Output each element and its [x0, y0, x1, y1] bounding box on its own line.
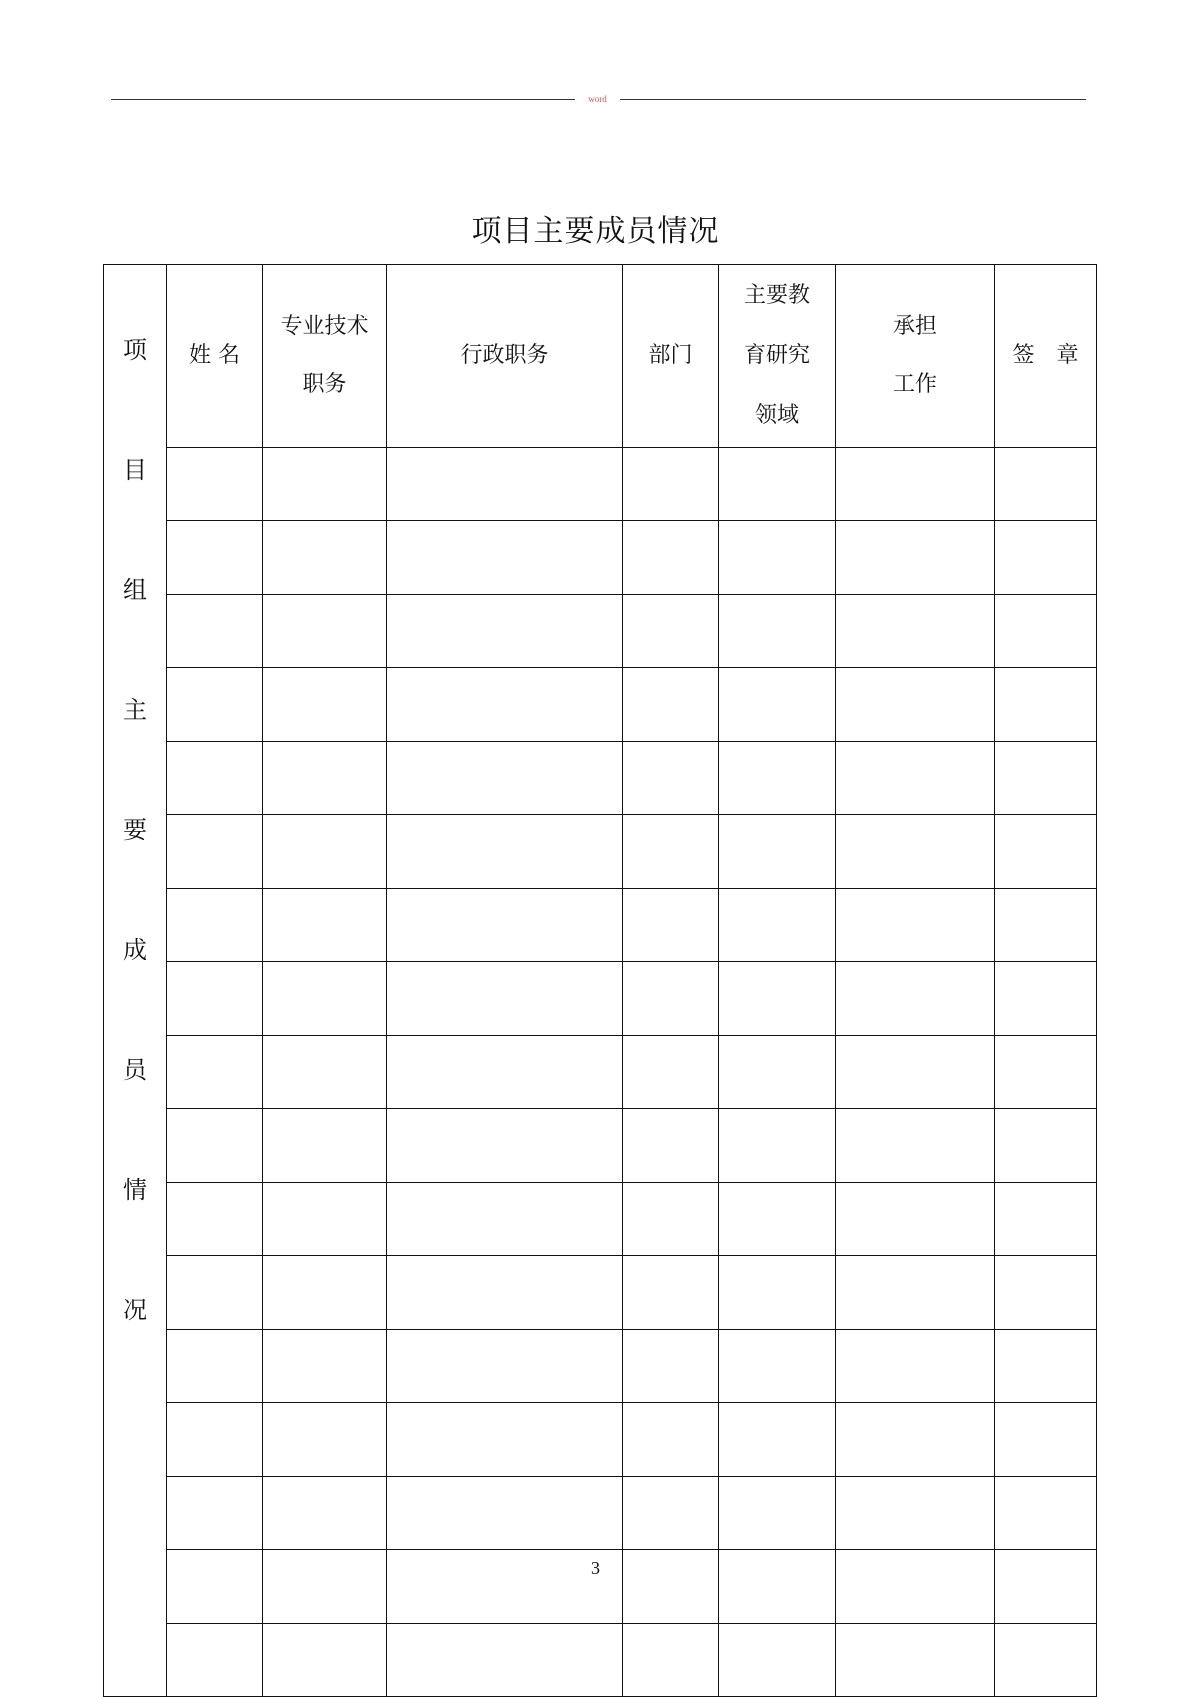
side-label-char: 组 — [123, 576, 147, 604]
table-row — [104, 1403, 1097, 1476]
table-cell[interactable] — [387, 1403, 623, 1476]
table-cell[interactable] — [167, 1329, 263, 1402]
table-cell[interactable] — [719, 1403, 836, 1476]
table-cell[interactable] — [995, 668, 1097, 741]
table-cell[interactable] — [167, 448, 263, 521]
table-cell[interactable] — [387, 815, 623, 888]
header-research-area — [719, 265, 836, 448]
table-cell[interactable] — [623, 1329, 719, 1402]
table-cell[interactable] — [623, 594, 719, 667]
table-cell[interactable] — [836, 962, 995, 1035]
table-cell[interactable] — [623, 521, 719, 594]
table-cell[interactable] — [167, 1403, 263, 1476]
side-label-char: 情 — [123, 1176, 147, 1204]
table-cell[interactable] — [387, 668, 623, 741]
table-cell[interactable] — [719, 962, 836, 1035]
header-work-line: 承担 — [892, 314, 937, 339]
table-row — [104, 1035, 1097, 1108]
table-cell[interactable] — [719, 448, 836, 521]
table-cell[interactable] — [387, 1109, 623, 1182]
table-cell[interactable] — [623, 448, 719, 521]
table-cell[interactable] — [387, 1329, 623, 1402]
table-cell[interactable] — [719, 1476, 836, 1549]
table-cell[interactable] — [995, 1035, 1097, 1108]
side-label-char: 况 — [123, 1296, 147, 1324]
table-cell[interactable] — [623, 1035, 719, 1108]
table-cell[interactable] — [263, 962, 387, 1035]
header-department: 部门 — [623, 265, 719, 448]
header-name: 姓 名 — [167, 265, 263, 448]
table-cell[interactable] — [263, 1182, 387, 1255]
side-label-char: 目 — [123, 456, 147, 484]
table-cell[interactable] — [263, 888, 387, 961]
table-cell[interactable] — [623, 1403, 719, 1476]
table-cell[interactable] — [836, 521, 995, 594]
table-cell[interactable] — [263, 1256, 387, 1329]
table-cell[interactable] — [623, 962, 719, 1035]
table-cell[interactable] — [836, 815, 995, 888]
table-row — [104, 1256, 1097, 1329]
header-tech-title — [263, 265, 387, 448]
table-cell[interactable] — [167, 521, 263, 594]
table-cell[interactable] — [719, 1035, 836, 1108]
table-cell[interactable] — [387, 962, 623, 1035]
table-cell[interactable] — [167, 1109, 263, 1182]
table-cell[interactable] — [387, 1256, 623, 1329]
table-cell[interactable] — [623, 741, 719, 814]
table-cell[interactable] — [387, 1035, 623, 1108]
table-cell[interactable] — [995, 521, 1097, 594]
table-cell[interactable] — [836, 1476, 995, 1549]
table-row — [104, 962, 1097, 1035]
table-cell[interactable] — [263, 1623, 387, 1696]
table-cell[interactable] — [167, 668, 263, 741]
table-cell[interactable] — [263, 521, 387, 594]
table-cell[interactable] — [263, 1403, 387, 1476]
table-cell[interactable] — [836, 1403, 995, 1476]
table-row — [104, 1476, 1097, 1549]
table-cell[interactable] — [995, 448, 1097, 521]
table-cell[interactable] — [387, 888, 623, 961]
table-cell[interactable] — [836, 448, 995, 521]
table-cell[interactable] — [719, 668, 836, 741]
table-cell[interactable] — [623, 1623, 719, 1696]
table-cell[interactable] — [263, 815, 387, 888]
table-cell[interactable] — [387, 521, 623, 594]
table-cell[interactable] — [995, 888, 1097, 961]
table-cell[interactable] — [995, 1256, 1097, 1329]
table-cell[interactable] — [719, 1182, 836, 1255]
table-cell[interactable] — [995, 1109, 1097, 1182]
header-admin-title: 行政职务 — [387, 265, 623, 448]
table-cell[interactable] — [836, 888, 995, 961]
table-cell[interactable] — [263, 741, 387, 814]
table-cell[interactable] — [836, 1256, 995, 1329]
side-label-char: 员 — [123, 1056, 147, 1084]
table-cell[interactable] — [623, 888, 719, 961]
table-cell[interactable] — [995, 741, 1097, 814]
page-number: 3 — [591, 1558, 600, 1578]
table-cell[interactable] — [263, 668, 387, 741]
table-cell[interactable] — [387, 594, 623, 667]
header-work-line: 工作 — [892, 372, 937, 397]
table-cell[interactable] — [387, 741, 623, 814]
header-research-area-line: 育研究 — [743, 343, 810, 368]
table-cell[interactable] — [623, 815, 719, 888]
table-row — [104, 1182, 1097, 1255]
table-cell[interactable] — [995, 1403, 1097, 1476]
table-cell[interactable] — [167, 741, 263, 814]
table-row — [104, 1109, 1097, 1182]
table-cell[interactable] — [623, 668, 719, 741]
table-cell[interactable] — [167, 1256, 263, 1329]
table-cell[interactable] — [263, 1109, 387, 1182]
page-title: 项目主要成员情况 — [471, 214, 720, 249]
table-cell[interactable] — [995, 1476, 1097, 1549]
table-cell[interactable] — [167, 815, 263, 888]
table-cell[interactable] — [263, 594, 387, 667]
table-row — [104, 741, 1097, 814]
table-cell[interactable] — [836, 594, 995, 667]
table-cell[interactable] — [719, 741, 836, 814]
table-row — [104, 448, 1097, 521]
table-row — [104, 668, 1097, 741]
table-row — [104, 815, 1097, 888]
table-cell[interactable] — [167, 962, 263, 1035]
header-work — [836, 265, 995, 448]
table-cell[interactable] — [836, 1182, 995, 1255]
members-table — [103, 264, 1097, 1697]
table-cell[interactable] — [719, 1329, 836, 1402]
table-cell[interactable] — [995, 1329, 1097, 1402]
table-cell[interactable] — [836, 1109, 995, 1182]
table-row — [104, 888, 1097, 961]
table-row — [104, 594, 1097, 667]
table-cell[interactable] — [167, 888, 263, 961]
header-research-area-line: 主要教 — [743, 283, 810, 308]
table-cell[interactable] — [995, 594, 1097, 667]
table-cell[interactable] — [623, 1476, 719, 1549]
table-row — [104, 1329, 1097, 1402]
table-cell[interactable] — [836, 741, 995, 814]
side-label-char: 成 — [123, 936, 147, 964]
table-cell[interactable] — [263, 448, 387, 521]
table-row — [104, 521, 1097, 594]
table-cell[interactable] — [719, 1109, 836, 1182]
table-cell[interactable] — [167, 1182, 263, 1255]
table-cell[interactable] — [719, 1623, 836, 1696]
table-cell[interactable] — [719, 815, 836, 888]
table-cell[interactable] — [263, 1329, 387, 1402]
table-cell[interactable] — [995, 1623, 1097, 1696]
table-cell[interactable] — [836, 1329, 995, 1402]
table-cell[interactable] — [719, 594, 836, 667]
header-tech-title-line: 专业技术 — [280, 314, 369, 339]
side-label-char: 项 — [123, 336, 147, 364]
table-cell[interactable] — [836, 1623, 995, 1696]
table-cell[interactable] — [836, 668, 995, 741]
side-label-char: 主 — [123, 696, 147, 724]
table-cell[interactable] — [387, 1476, 623, 1549]
table-cell[interactable] — [623, 1182, 719, 1255]
table-cell[interactable] — [995, 1182, 1097, 1255]
table-cell[interactable] — [387, 1623, 623, 1696]
table-cell[interactable] — [167, 594, 263, 667]
side-label — [104, 265, 167, 1697]
header-mark: word — [575, 93, 620, 105]
header-signature: 签 章 — [995, 265, 1097, 448]
table-cell[interactable] — [995, 962, 1097, 1035]
table-cell[interactable] — [719, 1256, 836, 1329]
table-cell[interactable] — [719, 888, 836, 961]
table-cell[interactable] — [167, 1035, 263, 1108]
table-cell[interactable] — [167, 1623, 263, 1696]
side-label-char: 要 — [123, 816, 147, 844]
table-cell[interactable] — [263, 1035, 387, 1108]
table-cell[interactable] — [623, 1256, 719, 1329]
table-cell[interactable] — [167, 1476, 263, 1549]
table-cell[interactable] — [995, 815, 1097, 888]
table-cell[interactable] — [387, 448, 623, 521]
table-cell[interactable] — [836, 1035, 995, 1108]
table-cell[interactable] — [719, 521, 836, 594]
table-cell[interactable] — [263, 1476, 387, 1549]
table-row — [104, 1623, 1097, 1696]
table-cell[interactable] — [623, 1109, 719, 1182]
header-tech-title-line: 职务 — [302, 372, 347, 397]
header-research-area-line: 领域 — [754, 403, 799, 428]
table-cell[interactable] — [387, 1182, 623, 1255]
table-header-row — [104, 265, 1097, 448]
